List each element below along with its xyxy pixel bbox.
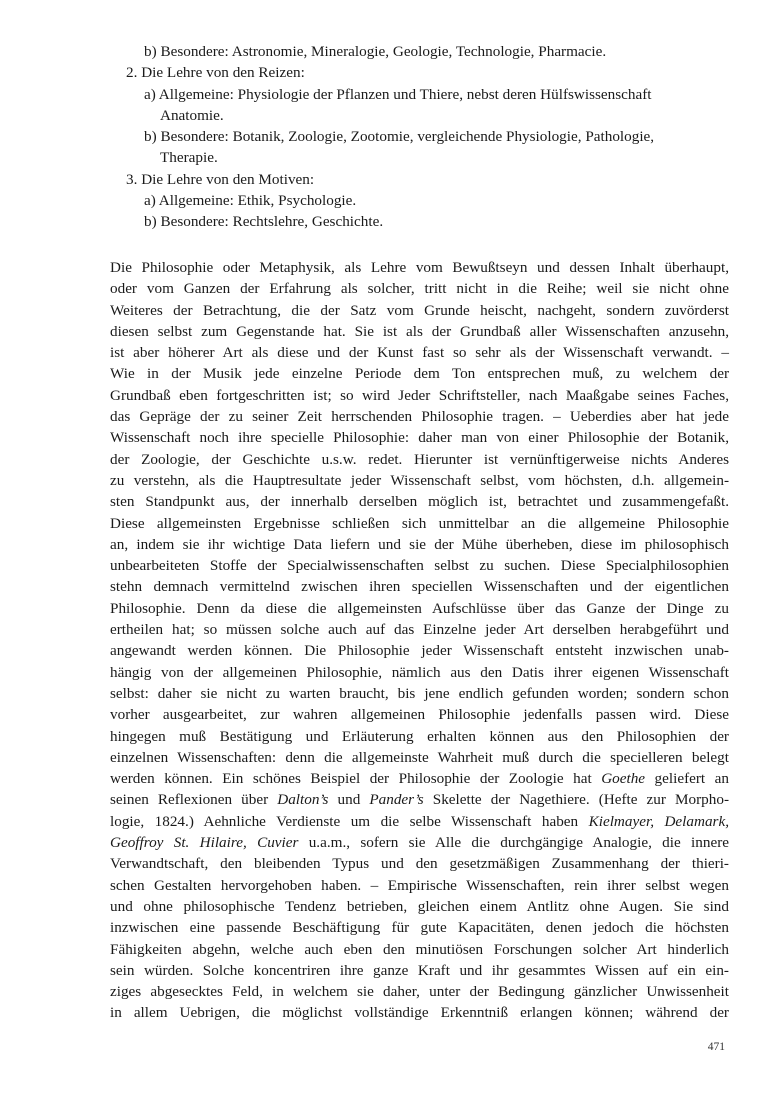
paragraph-line: Weiteres der Betrachtung, die der Satz vom Grunde heischt, nachgeht, sondern zuvörderst bbox=[110, 301, 729, 319]
paragraph-line: hängig von der allgemeinen Philosophie, nämlich aus den Datis ihrer eigenen Wissenschaft bbox=[110, 663, 729, 681]
text-run: logie, 1824.) Aehnliche Verdienste um die selbe Wissenschaft haben bbox=[110, 812, 589, 830]
italic-name: Goethe bbox=[601, 770, 646, 788]
paragraph-line: angewandt werden können. Die Philosophie jeder Wissenschaft entsteht inzwischen unab- bbox=[110, 642, 729, 660]
paragraph-line: Verwandtschaft, den bleibenden Typus und den gesetzmäßigen Zusammenhang der thieri- bbox=[110, 855, 729, 873]
paragraph-line: zu verstehn, als die Hauptresultate jeder Wissenschaft selbst, vom höchsten, d.h. allgemein- bbox=[110, 471, 729, 489]
paragraph-line: hingegen muß Bestätigung und Erläuterung erhalten können aus den Philosophien der bbox=[110, 727, 729, 745]
paragraph-line bbox=[110, 811, 729, 832]
body-paragraph bbox=[110, 257, 729, 1024]
outline-item: a) Allgemeine: Physiologie der Pflanzen und Thiere, nebst deren Hülfswissenschaft bbox=[144, 85, 652, 103]
paragraph-line: ertheilen hat; so müssen solche auch auf das Einzelne jeder Art derselben herabgeführt und bbox=[110, 621, 729, 639]
outline-item: 3. Die Lehre von den Motiven: bbox=[126, 170, 315, 188]
italic-name: Kielmayer, Delamark, bbox=[588, 812, 729, 830]
paragraph-line: an, indem sie ihr wichtige Data liefern und sie der Mühe überheben, diese im philosophisch bbox=[110, 535, 729, 553]
paragraph-line: Wissenschaft noch ihre specielle Philosophie: daher man von einer Philosophie der Botanik, bbox=[110, 429, 729, 447]
paragraph-line: Fähigkeiten abgehn, welche auch eben den minutiösen Forschungen solcher Art hinderlich bbox=[110, 940, 729, 958]
paragraph-line: ist aber höherer Art als diese und der Kunst fast so sehr als der Wissenschaft verwandt. – bbox=[110, 344, 729, 362]
paragraph-line: ziges abgesecktes Feld, in welchem sie daher, unter der Bedingung gänzlicher Unwissenheit bbox=[110, 983, 729, 1001]
paragraph-line: selbst: daher sie nicht zu warten braucht, bis jene endlich gefunden worden; sondern schon bbox=[110, 684, 729, 702]
outline-item: b) Besondere: Astronomie, Mineralogie, Geologie, Technologie, Pharmacie. bbox=[144, 43, 607, 60]
paragraph-line: und ohne philosophische Tendenz betrieben, gleichen einem Antlitz ohne Augen. Sie sind bbox=[110, 897, 729, 915]
paragraph-line: der Zoologie, der Geschichte u.s.w. redet. Hierunter ist vernünftigerweise nichts Anderes bbox=[110, 450, 729, 468]
text-run: und bbox=[328, 791, 370, 809]
paragraph-line: einzelnen Wissenschaften: denn die allgemeinste Wahrheit muß durch die specielleren belegt bbox=[110, 748, 729, 766]
paragraph-line bbox=[110, 789, 729, 810]
paragraph-line: oder vom Ganzen der Erfahrung als solcher, tritt nicht in die Reihe; weil sie nicht ohne bbox=[110, 280, 729, 298]
paragraph-line: diesen selbst zum Gegenstande hat. Sie ist als der Grundbaß aller Wissenschaften anzusehn, bbox=[110, 322, 729, 340]
italic-name: Geoffroy St. Hilaire, Cuvier bbox=[110, 834, 299, 852]
paragraph-line: sten Standpunkt aus, der innerhalb derselben möglich ist, betrachtet und zusammengefaßt. bbox=[110, 493, 729, 511]
text-run: u.a.m., sofern sie Alle die durchgängige Analogie, die innere bbox=[298, 834, 729, 852]
page-number: 471 bbox=[707, 1041, 725, 1053]
outline-item: b) Besondere: Botanik, Zoologie, Zootomie, vergleichende Physiologie, Pathologie, bbox=[144, 128, 655, 146]
outline-item: Anatomie. bbox=[160, 106, 224, 124]
italic-name: Dalton’s bbox=[277, 791, 329, 809]
paragraph-line bbox=[110, 768, 729, 789]
paragraph-line: schen Gestalten hervorgehoben haben. – Empirische Wissenschaften, rein ihrer selbst wegen bbox=[110, 876, 729, 894]
paragraph-line: Diese allgemeinsten Ergebnisse schließen sich unmittelbar an die allgemeine Philosophie bbox=[110, 514, 729, 532]
paragraph-line: sein würden. Solche koncentriren ihre ganze Kraft und ihr gesammtes Wissen auf ein ein- bbox=[110, 961, 729, 979]
text-run: geliefert an bbox=[645, 770, 729, 788]
paragraph-line: inzwischen eine passende Beschäftigung für gute Kapacitäten, denen jedoch die höchsten bbox=[110, 919, 729, 937]
outline-item: a) Allgemeine: Ethik, Psychologie. bbox=[144, 192, 357, 210]
paragraph-line: das Gepräge der zu seiner Zeit herrschenden Philosophie tragen. – Ueberdies aber hat jede bbox=[110, 408, 729, 426]
outline-item: b) Besondere: Rechtslehre, Geschichte. bbox=[144, 213, 384, 231]
paragraph-line: stehn demnach vermittelnd zwischen ihren speciellen Wissenschaften und der eigentlichen bbox=[110, 578, 729, 596]
italic-name: Pander’s bbox=[369, 791, 424, 809]
paragraph-line: Wie in der Musik jede einzelne Periode dem Ton entsprechen muß, zu welchem der bbox=[110, 365, 729, 383]
text-run: seinen Reflexionen über bbox=[110, 791, 278, 809]
outline-item: Therapie. bbox=[160, 149, 218, 167]
paragraph-line: unbearbeiteten Stoffe der Specialwissenschaften selbst zu suchen. Diese Specialphilosophien bbox=[110, 557, 729, 575]
science-classification-outline bbox=[110, 41, 730, 233]
paragraph-line: in allem Uebrigen, die möglichst vollständige Erkenntniß erlangen können; während der bbox=[110, 1004, 729, 1022]
paragraph-line: Grundbaß eben fortgeschritten ist; so wird Jeder Schriftsteller, nach Maaßgabe seines Faches, bbox=[110, 386, 729, 404]
text-run: werden können. Ein schönes Beispiel der Philosophie der Zoologie hat bbox=[110, 770, 602, 788]
paragraph-line bbox=[110, 832, 729, 853]
outline-item: 2. Die Lehre von den Reizen: bbox=[126, 64, 305, 82]
paragraph-line: Philosophie. Denn da diese die allgemeinsten Aufschlüsse über das Ganze der Dinge zu bbox=[110, 599, 729, 617]
paragraph-line: Die Philosophie oder Metaphysik, als Lehre vom Bewußtseyn und dessen Inhalt überhaupt, bbox=[110, 259, 729, 276]
text-run: Skelette der Nagethiere. (Hefte zur Morpho- bbox=[423, 791, 730, 809]
paragraph-line: vorher ausgearbeitet, zur wahren allgemeinen Philosophie jedenfalls passen wird. Diese bbox=[110, 706, 729, 724]
